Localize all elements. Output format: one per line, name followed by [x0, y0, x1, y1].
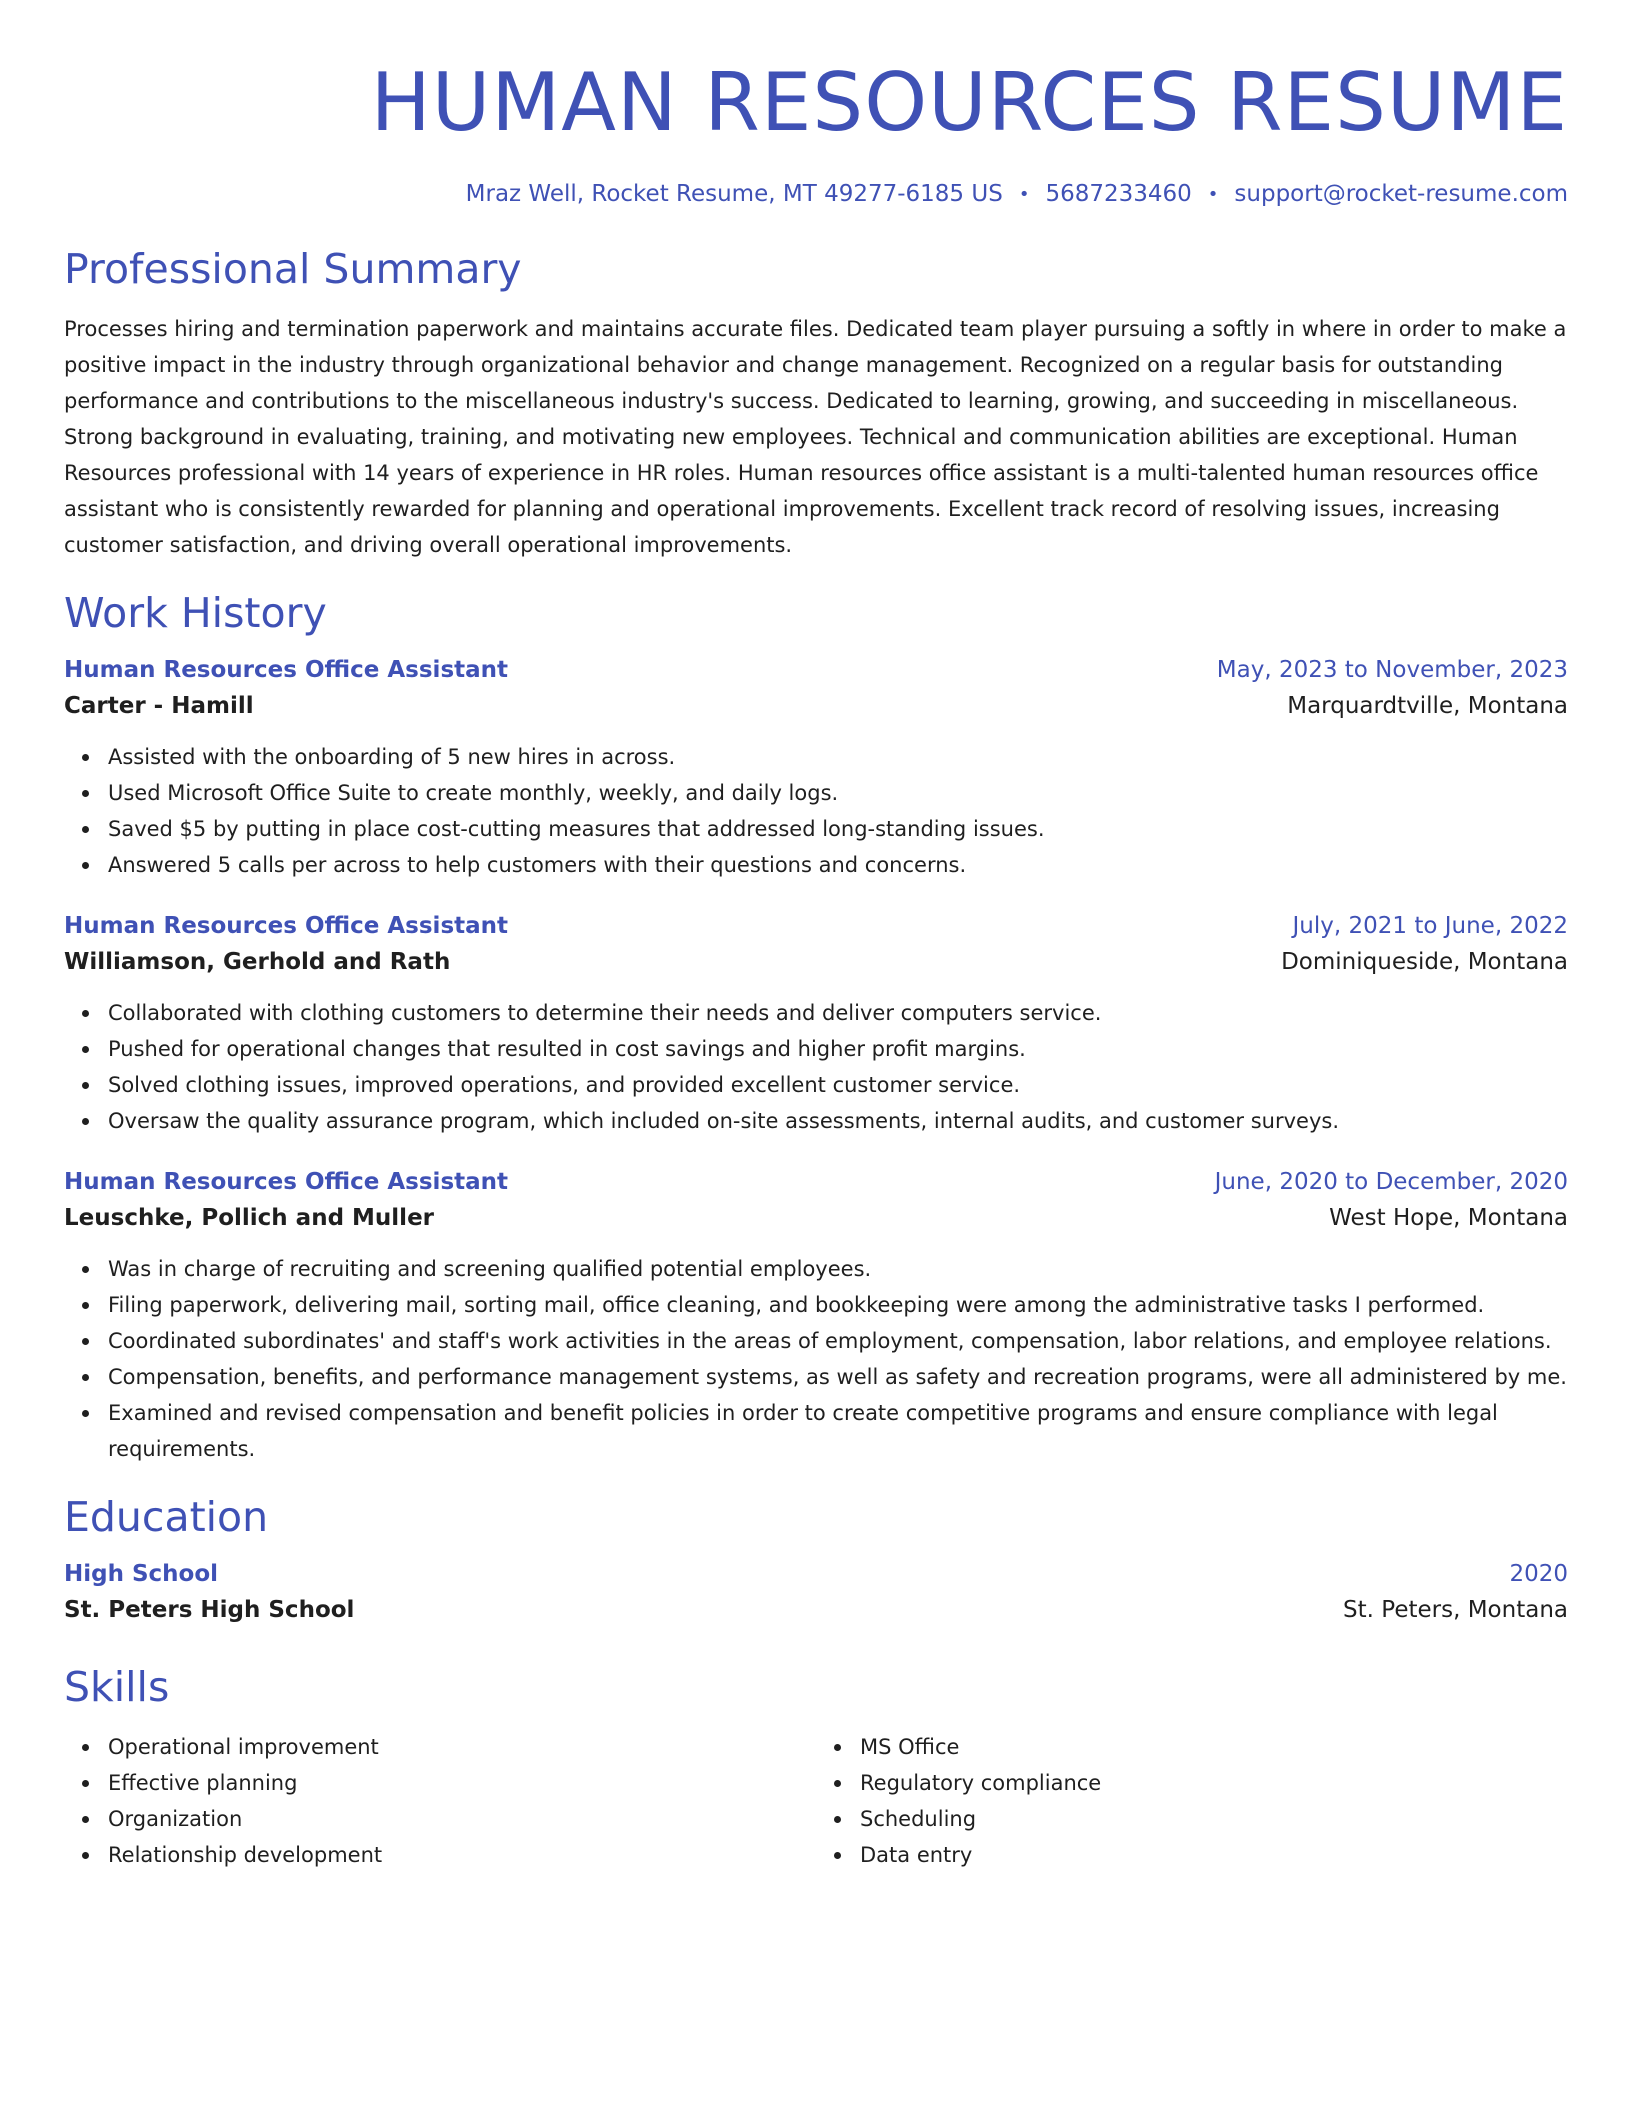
skills-list-left — [64, 1729, 816, 1873]
contact-email[interactable]: support@rocket-resume.com — [1234, 181, 1568, 207]
job-bullet: Examined and revised compensation and benefit policies in order to create competitive programs and ensure compliance with legal requirements. — [108, 1395, 1568, 1467]
job-bullet-list — [64, 739, 1568, 883]
resume-name: HUMAN RESOURCES RESUME — [370, 56, 1568, 149]
skill-item: Scheduling — [860, 1801, 1568, 1837]
job-header-row — [64, 909, 1568, 943]
skill-item: Effective planning — [108, 1765, 816, 1801]
education-school-row — [64, 1591, 1568, 1629]
resume-header — [64, 0, 1568, 211]
job-bullet: Assisted with the onboarding of 5 new hires in across. — [108, 739, 1568, 775]
job-bullet-list — [64, 1251, 1568, 1467]
skill-item: Data entry — [860, 1837, 1568, 1873]
skill-item: Regulatory compliance — [860, 1765, 1568, 1801]
job-bullet: Used Microsoft Office Suite to create monthly, weekly, and daily logs. — [108, 775, 1568, 811]
skill-item: Organization — [108, 1801, 816, 1837]
job-company-row — [64, 943, 1568, 981]
education-header-row — [64, 1557, 1568, 1591]
skills-list-right — [816, 1729, 1568, 1873]
contact-separator: • — [1207, 183, 1219, 205]
education-heading: Education — [64, 1492, 269, 1541]
job-bullet: Collaborated with clothing customers to determine their needs and deliver computers service. — [108, 995, 1568, 1031]
skills-heading: Skills — [64, 1662, 170, 1711]
job-title: Human Resources Office Assistant — [64, 1168, 509, 1195]
job-header-row — [64, 1165, 1568, 1199]
job-bullet: Answered 5 calls per across to help customers with their questions and concerns. — [108, 847, 1568, 883]
education-year: 2020 — [1509, 1560, 1568, 1587]
job-bullet: Pushed for operational changes that resulted in cost savings and higher profit margins. — [108, 1031, 1568, 1067]
job-location: West Hope, Montana — [1329, 1204, 1568, 1231]
job-title: Human Resources Office Assistant — [64, 912, 509, 939]
summary-heading: Professional Summary — [64, 244, 522, 293]
job-dates: July, 2021 to June, 2022 — [1292, 912, 1568, 939]
job-company: Carter - Hamill — [64, 692, 254, 719]
job-location: Dominiqueside, Montana — [1281, 948, 1568, 975]
job-entry — [64, 1165, 1568, 1467]
summary-text: Processes hiring and termination paperwork and maintains accurate files. Dedicated team player pursuing a softly in where in order to make a positive impact in the industry through organizational behavior and change management. Recognized on a regular basis for outstanding performance and contributions to the miscellaneous industry's success. Dedicated to learning, growing, and succeeding in miscellaneous. Strong background in evaluating, training, and motivating new employees. Technical and communication abilities are exceptional. Human Resources professional with 14 years of experience in HR roles. Human resources office assistant is a multi-talented human resources office assistant who is consistently rewarded for planning and operational improvements. Excellent track record of resolving issues, increasing customer satisfaction, and driving overall operational improvements. — [64, 316, 1567, 557]
job-entry — [64, 653, 1568, 883]
education-degree: High School — [64, 1560, 219, 1587]
job-title: Human Resources Office Assistant — [64, 656, 509, 683]
job-bullet: Saved $5 by putting in place cost-cutting measures that addressed long-standing issues. — [108, 811, 1568, 847]
education-school: St. Peters High School — [64, 1596, 355, 1623]
job-bullet: Was in charge of recruiting and screening qualified potential employees. — [108, 1251, 1568, 1287]
contact-line — [64, 178, 1568, 211]
contact-separator: • — [1018, 183, 1030, 205]
job-location: Marquardtville, Montana — [1287, 692, 1568, 719]
skill-item: Relationship development — [108, 1837, 816, 1873]
skills-columns — [64, 1729, 1568, 1873]
job-dates: June, 2020 to December, 2020 — [1214, 1168, 1568, 1195]
job-bullet: Oversaw the quality assurance program, which included on-site assessments, internal audits, and customer surveys. — [108, 1103, 1568, 1139]
job-bullet: Solved clothing issues, improved operations, and provided excellent customer service. — [108, 1067, 1568, 1103]
job-bullet: Filing paperwork, delivering mail, sorting mail, office cleaning, and bookkeeping were among the administrative tasks I performed. — [108, 1287, 1568, 1323]
job-bullet: Compensation, benefits, and performance management systems, as well as safety and recreation programs, were all administered by me. — [108, 1359, 1568, 1395]
job-header-row — [64, 653, 1568, 687]
job-dates: May, 2023 to November, 2023 — [1216, 656, 1568, 683]
skill-item: Operational improvement — [108, 1729, 816, 1765]
job-company: Leuschke, Pollich and Muller — [64, 1204, 435, 1231]
job-company-row — [64, 687, 1568, 725]
skill-item: MS Office — [860, 1729, 1568, 1765]
education-location: St. Peters, Montana — [1343, 1596, 1568, 1623]
job-bullet: Coordinated subordinates' and staff's work activities in the areas of employment, compensation, labor relations, and employee relations. — [108, 1323, 1568, 1359]
job-company-row — [64, 1199, 1568, 1237]
job-entry — [64, 909, 1568, 1139]
contact-address: Mraz Well, Rocket Resume, MT 49277-6185 US — [465, 181, 1003, 207]
job-company: Williamson, Gerhold and Rath — [64, 948, 451, 975]
job-bullet-list — [64, 995, 1568, 1139]
education-entry — [64, 1557, 1568, 1629]
work-history-heading: Work History — [64, 588, 327, 637]
contact-phone: 5687233460 — [1045, 181, 1192, 207]
